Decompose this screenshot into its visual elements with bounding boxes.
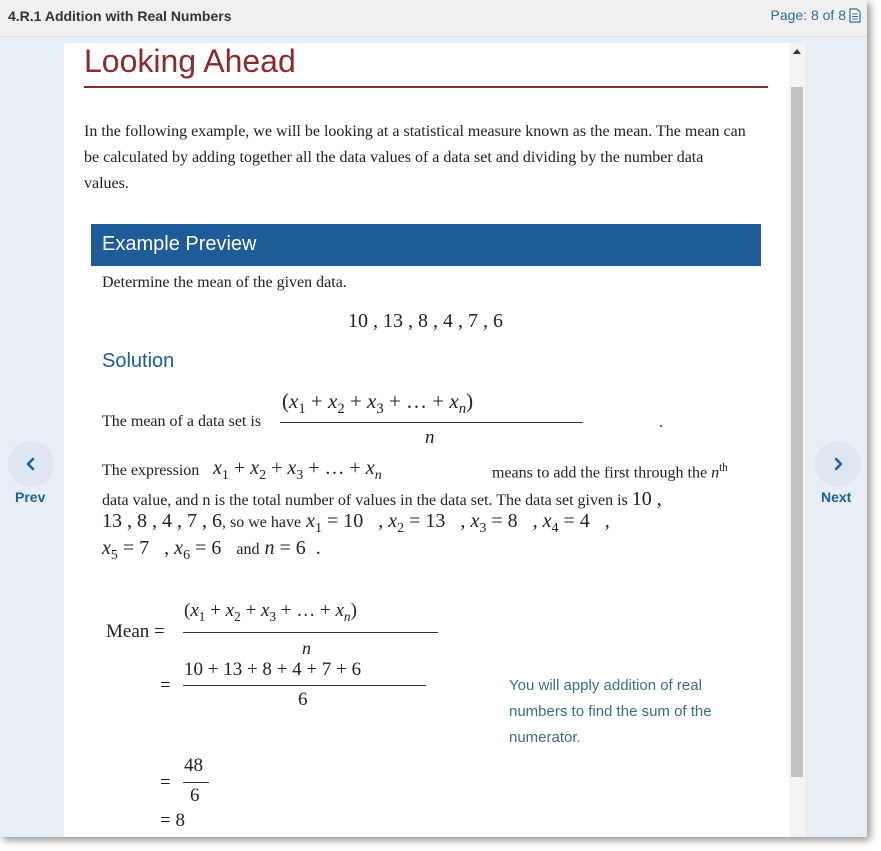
- fraction-bar: [280, 422, 583, 423]
- mean-numerator: ($x_1 + x_2 + x_3$ + … + $x_n$): [184, 600, 357, 624]
- triangle-up-icon: [793, 48, 801, 54]
- expression-meaning-text: means to add the first through the: [492, 464, 708, 482]
- mean-formula-numerator: ($x_1 + x_2 + x_3$ + … + $x_n$): [282, 389, 474, 418]
- final-result: = 8: [160, 810, 185, 831]
- period: .: [659, 414, 663, 431]
- assignments-line-2: $x_5 = 7$ , $x_6 = 6$ and n = 6 .: [102, 537, 321, 563]
- result-numerator: 48: [184, 755, 203, 776]
- result-fraction-bar: [183, 782, 209, 783]
- mean-def-text: The mean of a data set is: [102, 413, 262, 430]
- data-description: data value, and n is the total number of values in the data set. The data set given is 10 ,: [102, 488, 662, 510]
- page-indicator[interactable]: [770, 7, 861, 23]
- chevron-left-icon: [24, 457, 38, 471]
- so-we-have: , so we have: [222, 514, 302, 531]
- sum-denominator: 6: [298, 689, 308, 710]
- mean-formula-denominator: n: [425, 427, 435, 448]
- scrollbar[interactable]: [789, 43, 805, 837]
- mean-label: Mean =: [106, 621, 165, 642]
- equals-sign-1: =: [160, 675, 171, 696]
- example-banner: [91, 224, 761, 266]
- section-heading: Looking Ahead: [84, 43, 296, 79]
- expression-meaning: [492, 462, 728, 482]
- data-values: 10 , 13 , 8 , 4 , 7 , 6: [348, 310, 503, 332]
- nth-sup: th: [719, 462, 728, 474]
- sum-numerator: 10 + 13 + 8 + 4 + 7 + 6: [184, 659, 362, 680]
- sum-fraction-bar: [183, 685, 426, 686]
- nth-n: n: [711, 464, 720, 482]
- intro-paragraph: In the following example, we will be looking at a statistical measure known as the mean. The mean can be calculated by adding together all the data values of a data set and dividing by the number data values.: [84, 123, 746, 192]
- prev-label[interactable]: Prev: [15, 489, 46, 505]
- and-label: and: [236, 541, 260, 558]
- heading-rule: [84, 86, 768, 88]
- next-label[interactable]: Next: [821, 489, 852, 505]
- example-banner-title: Example Preview: [102, 233, 257, 255]
- next-button[interactable]: [815, 441, 861, 487]
- solution-heading: Solution: [102, 350, 175, 372]
- equals-sign-2: =: [160, 772, 171, 793]
- scrollbar-thumb[interactable]: [791, 87, 803, 777]
- sum-expression: $x_1 + x_2 + x_3$ + … + $x_n$: [213, 457, 382, 483]
- data-description-text: data value, and n is the total number of values in the data set. The data set given is: [102, 492, 628, 509]
- scroll-up-arrow[interactable]: [789, 43, 805, 59]
- mean-denominator: n: [302, 638, 311, 658]
- addition-note: You will apply addition of real numbers to find the sum of the numerator.: [509, 677, 712, 746]
- chevron-right-icon: [831, 457, 845, 471]
- content-panel: [64, 43, 789, 837]
- document-icon: [849, 8, 861, 23]
- assignments-line-1: 13 , 8 , 4 , 7 , 6, so we have $x_1 = 10$ , $x_2 = 13$ , $x_3 = 8$ , $x_4 = 4$ ,: [102, 510, 610, 536]
- result-denominator: 6: [190, 785, 200, 806]
- example-prompt: Determine the mean of the given data.: [102, 274, 347, 291]
- mean-fraction-bar: [183, 632, 438, 633]
- lesson-title: 4.R.1 Addition with Real Numbers: [8, 8, 232, 24]
- expression-lead: The expression: [102, 462, 200, 479]
- prev-button[interactable]: [8, 441, 54, 487]
- page-indicator-text: Page: 8 of 8: [770, 7, 846, 23]
- header-bar: [0, 0, 867, 37]
